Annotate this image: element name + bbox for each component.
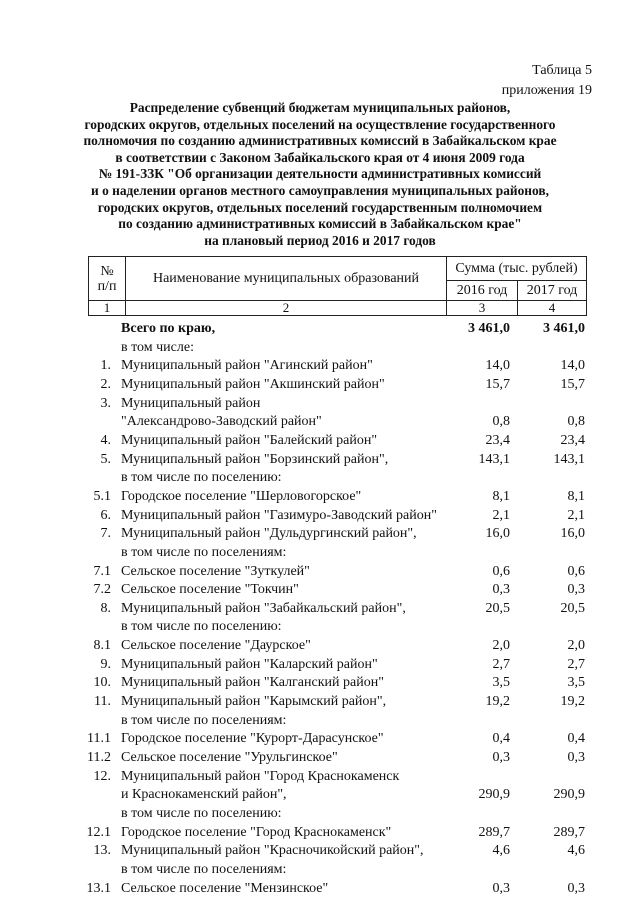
table-row [0, 580, 640, 599]
row-number: 13. [93, 843, 111, 859]
header-col-2016: 2016 год [447, 281, 518, 301]
table-row [0, 673, 640, 692]
row-name: и Краснокаменский район", [121, 787, 287, 803]
row-name: Муниципальный район [121, 395, 261, 411]
row-name: в том числе по поселениям: [121, 712, 287, 728]
row-name: Муниципальный район "Каларский район" [121, 656, 378, 672]
row-number: 5.1 [93, 488, 111, 504]
row-value-2017: 23,4 [560, 432, 585, 448]
title-line: городских округов, отдельных поселений на осуществление государственного [84, 116, 556, 132]
row-value-2017: 0,3 [567, 880, 585, 896]
table-header [88, 256, 587, 316]
row-value-2017: 0,8 [567, 414, 585, 430]
title-line: полномочия по созданию административных комиссий в Забайкальском крае [83, 133, 557, 149]
table-row [0, 767, 640, 786]
row-value-2016: 0,8 [492, 414, 510, 430]
row-value-2017: 143,1 [553, 451, 585, 467]
row-number: 12. [93, 768, 111, 784]
row-name: Муниципальный район "Балейский район" [121, 432, 378, 448]
row-value-2016: 143,1 [478, 451, 510, 467]
table-row [0, 431, 640, 450]
row-value-2017: 0,4 [567, 731, 585, 747]
row-number: 7. [100, 526, 111, 542]
row-value-2016: 2,1 [492, 507, 510, 523]
title-line: по созданию административных комиссий в Забайкальском крае" [118, 216, 522, 232]
table-row [0, 823, 640, 842]
row-value-2017: 3 461,0 [543, 321, 585, 336]
row-name: Муниципальный район "Город Краснокаменск [121, 768, 400, 784]
row-name: Муниципальный район "Газимуро-Заводский район" [121, 507, 437, 523]
table-row [0, 543, 640, 562]
row-value-2016: 23,4 [485, 432, 510, 448]
table-row [0, 319, 640, 338]
row-name: в том числе по поселению: [121, 619, 282, 635]
row-name: Сельское поселение "Урульгинское" [121, 750, 338, 765]
row-name: Сельское поселение "Мензинское" [121, 880, 329, 896]
table-row [0, 617, 640, 636]
row-name: в том числе по поселению: [121, 470, 282, 486]
header-index-2: 2 [126, 301, 447, 316]
row-name: в том числе по поселениям: [121, 544, 287, 560]
table-row [0, 711, 640, 730]
row-number: 12.1 [86, 824, 111, 840]
row-name: Всего по краю, [121, 321, 216, 336]
row-value-2016: 16,0 [485, 526, 510, 542]
table-row [0, 748, 640, 767]
row-name: Муниципальный район "Карымский район", [121, 694, 387, 709]
row-number: 11.1 [87, 731, 111, 747]
title-line: городских округов, отдельных поселений государственным полномочием [97, 199, 543, 215]
row-value-2016: 0,3 [492, 582, 510, 598]
row-value-2016: 0,6 [492, 563, 510, 579]
row-value-2017: 15,7 [560, 376, 585, 392]
table-row [0, 450, 640, 469]
table-row [0, 785, 640, 804]
header-col-number: № п/п [89, 257, 126, 301]
row-number: 7.1 [93, 563, 111, 579]
row-value-2017: 4,6 [567, 843, 585, 859]
row-value-2016: 15,7 [485, 376, 510, 392]
row-value-2016: 0,3 [492, 750, 510, 765]
row-name: в том числе: [121, 339, 194, 355]
row-number: 1. [100, 358, 111, 374]
row-name: Городское поселение "Шерловогорское" [121, 488, 362, 504]
table-row [0, 655, 640, 674]
row-value-2016: 3,5 [492, 675, 510, 691]
row-value-2016: 19,2 [485, 694, 510, 709]
row-name: Муниципальный район "Красночикойский район", [121, 843, 424, 859]
row-value-2016: 290,9 [478, 787, 510, 803]
table-row [0, 468, 640, 487]
row-value-2016: 2,0 [492, 638, 510, 653]
table-row [0, 841, 640, 860]
row-name: Городское поселение "Курорт-Дарасунское" [121, 731, 384, 747]
table-row [0, 599, 640, 618]
document-title [70, 100, 570, 249]
row-value-2017: 3,5 [567, 675, 585, 691]
table-row [0, 729, 640, 748]
row-value-2016: 14,0 [485, 358, 510, 374]
row-value-2017: 290,9 [553, 787, 585, 803]
row-name: Городское поселение "Город Краснокаменск" [121, 824, 392, 840]
row-value-2017: 14,0 [560, 358, 585, 374]
appendix-label: приложения 19 [501, 83, 592, 98]
row-name: Сельское поселение "Токчин" [121, 582, 299, 598]
row-number: 7.2 [93, 582, 111, 598]
header-col-name: Наименование муниципальных образований [126, 257, 447, 301]
table-row [0, 692, 640, 711]
row-value-2016: 0,4 [492, 731, 510, 747]
row-number: 2. [100, 376, 111, 392]
table-row [0, 860, 640, 879]
row-value-2017: 2,7 [567, 656, 585, 672]
header-index-1: 1 [89, 301, 126, 316]
header-col-sum: Сумма (тыс. рублей) [447, 257, 587, 281]
row-number: 9. [100, 656, 111, 672]
row-name: Муниципальный район "Дульдургинский район", [121, 526, 417, 542]
table-row [0, 879, 640, 898]
row-value-2017: 289,7 [553, 824, 585, 840]
row-number: 11.2 [87, 750, 111, 765]
row-value-2017: 0,6 [567, 563, 585, 579]
table-row [0, 487, 640, 506]
header-index-3: 3 [447, 301, 518, 316]
row-value-2017: 2,1 [567, 507, 585, 523]
table-row [0, 562, 640, 581]
row-number: 10. [93, 675, 111, 691]
table-row [0, 412, 640, 431]
row-value-2016: 2,7 [492, 656, 510, 672]
row-name: Муниципальный район "Забайкальский район", [121, 600, 406, 616]
row-value-2017: 19,2 [560, 694, 585, 709]
title-line: № 191-ЗЗК "Об организации деятельности административных комиссий [98, 166, 542, 182]
row-name: Сельское поселение "Даурское" [121, 638, 311, 653]
row-value-2016: 0,3 [492, 880, 510, 896]
row-value-2017: 0,3 [567, 750, 585, 765]
row-name: "Александрово-Заводский район" [121, 414, 322, 430]
row-value-2017: 2,0 [567, 638, 585, 653]
row-number: 6. [100, 507, 111, 523]
row-number: 11. [94, 694, 111, 709]
row-name: Сельское поселение "Зуткулей" [121, 563, 310, 579]
header-col-2017: 2017 год [518, 281, 587, 301]
row-value-2017: 8,1 [567, 488, 585, 504]
row-value-2016: 20,5 [485, 600, 510, 616]
row-name: в том числе по поселениям: [121, 861, 287, 877]
row-value-2016: 3 461,0 [468, 321, 510, 336]
table-row [0, 804, 640, 823]
row-value-2017: 16,0 [560, 526, 585, 542]
row-number: 5. [100, 451, 111, 467]
table-row [0, 636, 640, 655]
row-value-2016: 4,6 [492, 843, 510, 859]
row-number: 13.1 [86, 880, 111, 896]
table-row [0, 356, 640, 375]
row-number: 8.1 [93, 638, 111, 653]
row-value-2017: 20,5 [560, 600, 585, 616]
row-name: Муниципальный район "Калганский район" [121, 675, 384, 691]
table-row [0, 394, 640, 413]
row-name: в том числе по поселению: [121, 805, 282, 821]
row-value-2017: 0,3 [567, 582, 585, 598]
table-row [0, 375, 640, 394]
title-line: и о наделении органов местного самоуправления муниципальных районов, [91, 182, 549, 198]
header-index-4: 4 [518, 301, 587, 316]
row-name: Муниципальный район "Акшинский район" [121, 376, 385, 392]
table-row [0, 524, 640, 543]
row-value-2016: 8,1 [492, 488, 510, 504]
table-row [0, 506, 640, 525]
row-name: Муниципальный район "Агинский район" [121, 358, 373, 374]
row-number: 8. [100, 600, 111, 616]
title-line: в соответствии с Законом Забайкальского края от 4 июня 2009 года [115, 149, 525, 165]
table-number-label: Таблица 5 [532, 63, 592, 78]
title-line: на плановый период 2016 и 2017 годов [204, 232, 436, 248]
row-value-2016: 289,7 [478, 824, 510, 840]
row-number: 3. [100, 395, 111, 411]
row-name: Муниципальный район "Борзинский район", [121, 451, 389, 467]
table-row [0, 338, 640, 357]
title-line: Распределение субвенций бюджетам муниципальных районов, [129, 100, 511, 115]
row-number: 4. [100, 432, 111, 448]
